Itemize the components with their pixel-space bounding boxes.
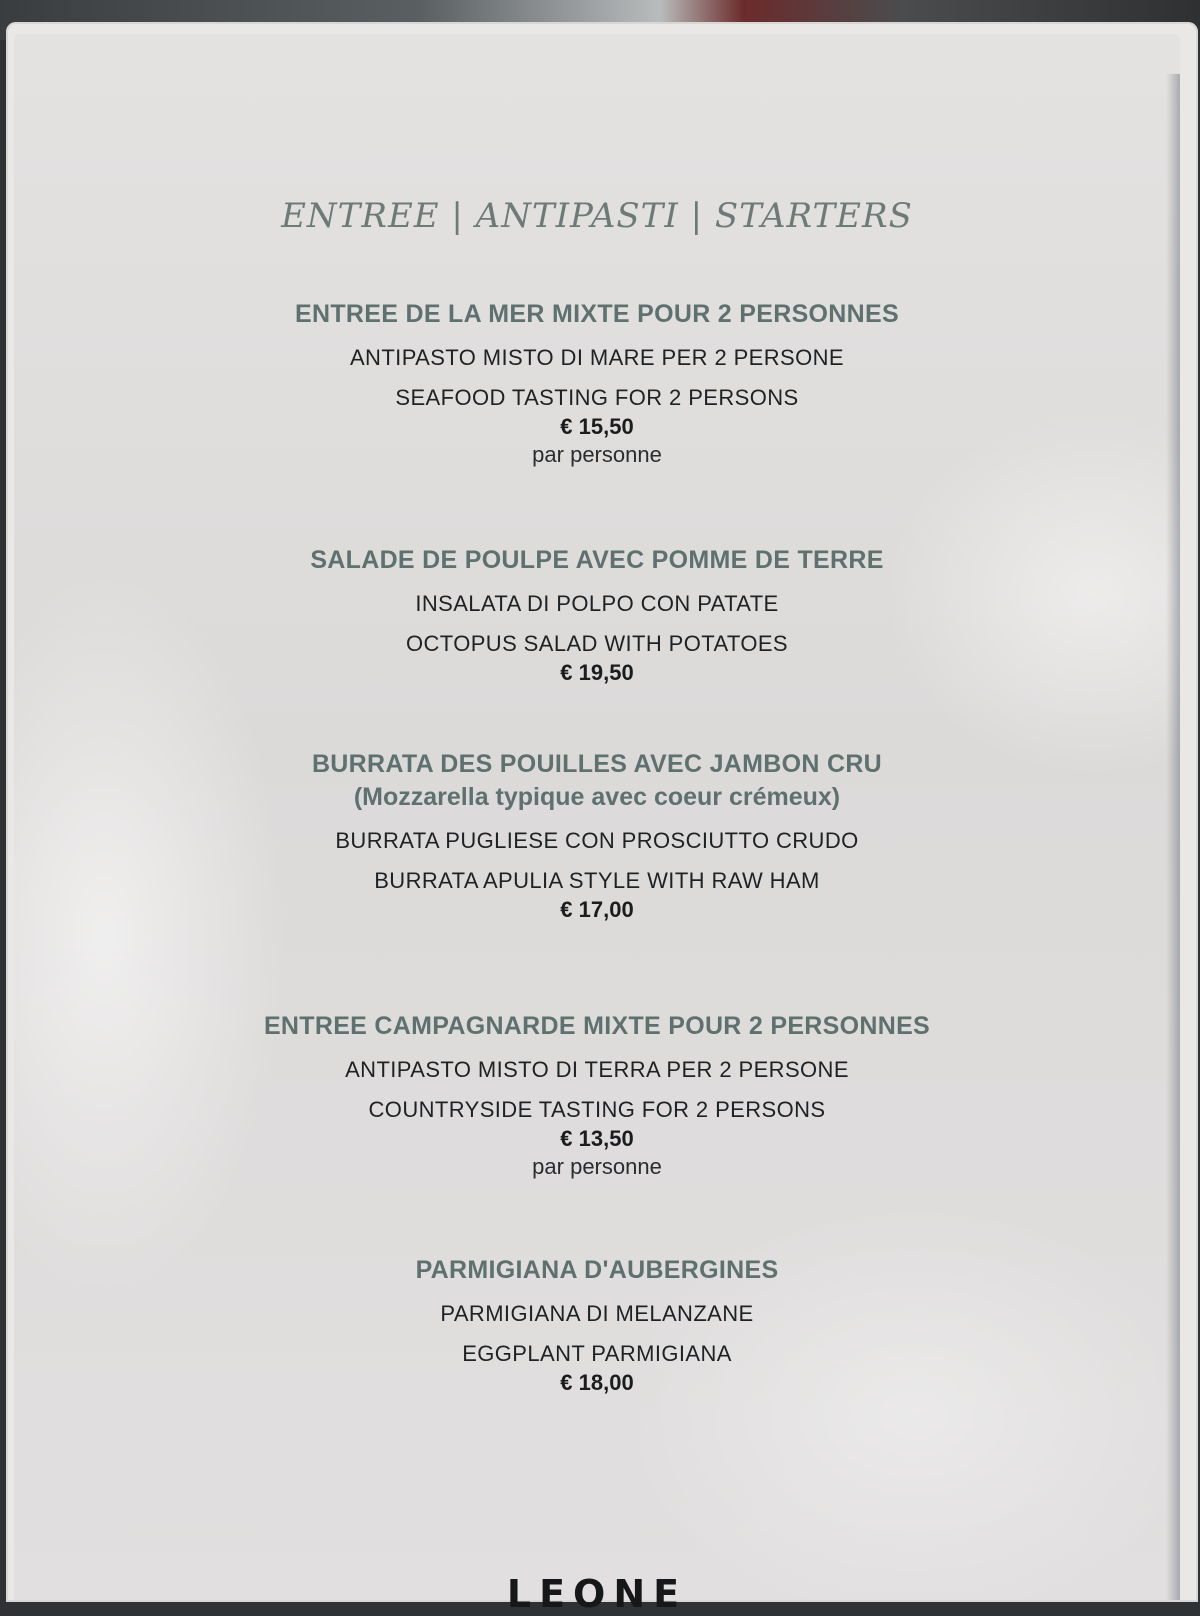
item-name-fr: BURRATA DES POUILLES AVEC JAMBON CRU [311, 750, 883, 778]
menu-page [14, 34, 1180, 1616]
item-name-it: ANTIPASTO MISTO DI MARE PER 2 PERSONE [349, 345, 844, 370]
item-price-note: par personne [532, 442, 662, 467]
item-price-note: par personne [532, 1154, 662, 1179]
menu-item-eggplant-parmigiana [14, 1254, 1180, 1397]
item-price: € 19,50 [560, 660, 634, 685]
item-price: € 13,50 [560, 1126, 634, 1151]
item-name-it: ANTIPASTO MISTO DI TERRA PER 2 PERSONE [345, 1057, 849, 1082]
section-title: ENTREE | ANTIPASTI | STARTERS [281, 196, 913, 236]
item-price: € 17,00 [560, 897, 634, 922]
item-name-fr: SALADE DE POULPE AVEC POMME DE TERRE [310, 546, 884, 574]
item-price: € 15,50 [560, 414, 634, 439]
menu-content [14, 34, 1180, 1616]
item-name-en: SEAFOOD TASTING FOR 2 PERSONS [395, 385, 799, 410]
item-name-it: PARMIGIANA DI MELANZANE [440, 1301, 754, 1326]
menu-item-seafood-tasting [14, 298, 1180, 469]
item-name-fr: ENTREE DE LA MER MIXTE POUR 2 PERSONNES [295, 300, 899, 328]
item-name-en: BURRATA APULIA STYLE WITH RAW HAM [374, 868, 820, 893]
item-subtitle: (Mozzarella typique avec coeur crémeux) [353, 783, 841, 811]
item-name-fr: PARMIGIANA D'AUBERGINES [415, 1256, 779, 1284]
item-price: € 18,00 [560, 1370, 634, 1395]
menu-item-octopus-salad [14, 544, 1180, 687]
item-name-en: EGGPLANT PARMIGIANA [462, 1341, 732, 1366]
menu-item-countryside-tasting [14, 1010, 1180, 1181]
brand-logo-text: LEONE [506, 1572, 688, 1616]
item-name-en: OCTOPUS SALAD WITH POTATOES [405, 631, 788, 656]
item-name-it: BURRATA PUGLIESE CON PROSCIUTTO CRUDO [335, 828, 859, 853]
item-name-it: INSALATA DI POLPO CON PATATE [415, 591, 779, 616]
item-name-en: COUNTRYSIDE TASTING FOR 2 PERSONS [368, 1097, 826, 1122]
menu-item-burrata [14, 748, 1180, 924]
item-name-fr: ENTREE CAMPAGNARDE MIXTE POUR 2 PERSONNES [263, 1012, 931, 1040]
